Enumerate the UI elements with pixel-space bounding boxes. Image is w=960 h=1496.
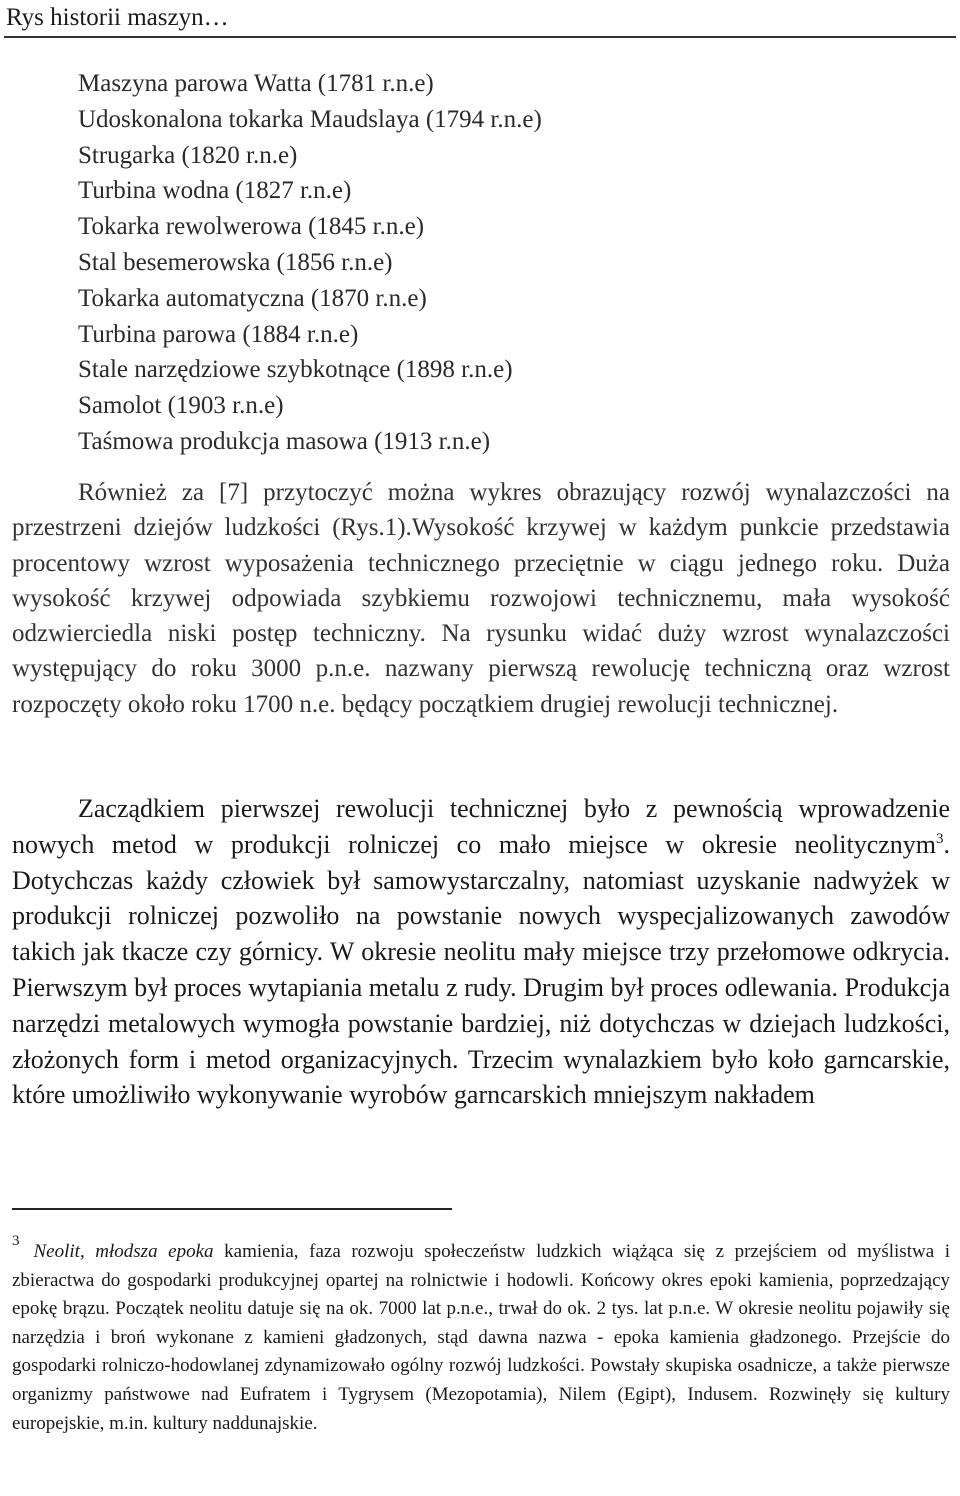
paragraph-first-revolution xyxy=(12,791,950,1113)
footnote-text: kamienia, faza rozwoju społeczeństw ludzkich wiążąca się z przejściem od myślistwa i zbieractwa do gospodarki produkcyjnej opartej na rolnictwie i hodowli. Końcowy okres epoki kamienia, poprzedzający epokę brązu. Początek neolitu datuje się na ok. 7000 lat p.n.e., trwał do ok. 2 tys. lat p.n.e. W okresie neolitu pojawiły się narzędzia i broń wykonane z kamieni gładzonych, stąd dawna nazwa - epoka kamienia gładzonego. Przejście do gospodarki rolniczo-hodowlanej zdynamizowało ogólny rozwój ludzkości. Powstały skupiska osadnicze, a także pierwsze organizmy państwowe nad Eufratem i Tygrysem (Mezopotamia), Nilem (Egipt), Indusem. Rozwinęły się kultury europejskie, m.in. kultury naddunajskie. xyxy=(12,1241,950,1434)
list-item: Turbina parowa (1884 r.n.e) xyxy=(78,320,359,348)
footnote-number: 3 xyxy=(12,1233,20,1249)
list-item: Taśmowa produkcja masowa (1913 r.n.e) xyxy=(78,427,491,455)
list-item: Samolot (1903 r.n.e) xyxy=(78,392,284,420)
footnote-term: Neolit, młodsza epoka xyxy=(33,1241,214,1262)
header-divider xyxy=(4,36,956,38)
page-header xyxy=(0,0,960,38)
list-item: Stale narzędziowe szybkotnące (1898 r.n.e) xyxy=(78,356,513,384)
paragraph-invention-curve: Również za [7] przytoczyć można wykres obrazujący rozwój wynalazczości na przestrzeni dziejów ludzkości (Rys.1).Wysokość krzywej w każdym punkcie przedstawia procentowy wzrost wyposażenia technicznego przeciętnie w ciągu jednego roku. Duża wysokość krzywej odpowiada szybkiemu rozwojowi technicznemu, mała wysokość odzwierciedla niski postęp techniczny. Na rysunku widać duży wzrost wynalazczości występujący do roku 3000 p.n.e. nazwany pierwszą rewolucję techniczną oraz wzrost rozpoczęty około roku 1700 n.e. będący początkiem drugiej rewolucji technicznej. xyxy=(12,479,950,718)
list-item: Strugarka (1820 r.n.e) xyxy=(78,141,298,169)
paragraph-text-part: . Dotychczas każdy człowiek był samowystarczalny, natomiast uzyskanie nadwyżek w produkcji rolniczej pozwoliło na powstanie nowych wyspecjalizowanych zawodów takich jak tkacze czy górnicy. W okresie neolitu mały miejsce trzy przełomowe odkrycia. Pierwszym był proces wytapiania metalu z rudy. Drugim był proces odlewania. Produkcja narzędzi metalowych wymogła powstanie bardziej, niż dotychczas w dziejach ludzkości, złożonych form i metod organizacyjnych. Trzecim wynalazkiem było koło garncarskie, które umożliwiło wykonywanie wyrobów garncarskich mniejszym nakładem xyxy=(12,829,950,1110)
list-item: Udoskonalona tokarka Maudslaya (1794 r.n.e) xyxy=(78,105,542,133)
footnote xyxy=(12,1227,950,1438)
list-item: Turbina wodna (1827 r.n.e) xyxy=(78,177,352,205)
list-item: Tokarka automatyczna (1870 r.n.e) xyxy=(78,284,427,312)
paragraph-text-part: Zacządkiem pierwszej rewolucji technicznej było z pewnością wprowadzenie nowych metod w produkcji rolniczej co mało miejsce w okresie neolitycznym xyxy=(12,794,950,859)
list-item: Maszyna parowa Watta (1781 r.n.e) xyxy=(78,70,434,97)
machine-history-list xyxy=(78,66,542,460)
footnote-divider xyxy=(12,1208,452,1210)
list-item: Stal besemerowska (1856 r.n.e) xyxy=(78,248,393,276)
list-item: Tokarka rewolwerowa (1845 r.n.e) xyxy=(78,213,425,241)
footnote-reference[interactable]: 3 xyxy=(936,830,944,847)
page-title: Rys historii maszyn… xyxy=(6,4,229,31)
